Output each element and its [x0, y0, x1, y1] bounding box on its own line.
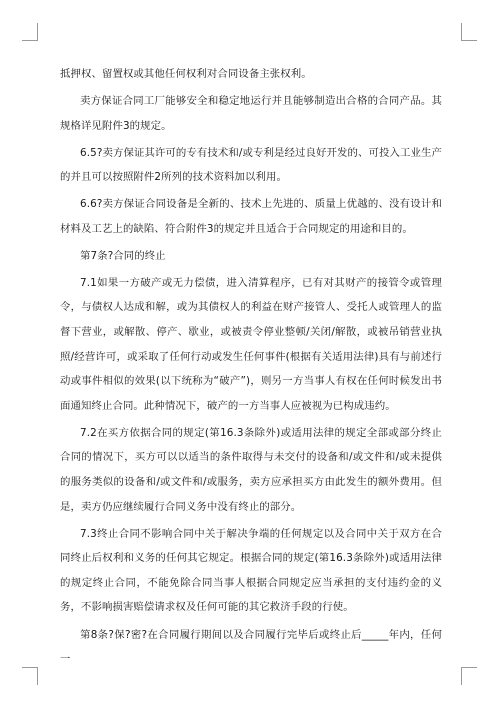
crop-mark-top-left-v: [37, 23, 38, 41]
crop-mark-bottom-left-h: [22, 667, 38, 668]
paragraph-plant-guarantee: 卖方保证合同工厂能够安全和稳定地运行并且能够制造出合格的合同产品。其规格详见附件3的规定。: [60, 95, 442, 132]
crop-mark-bottom-right-v: [461, 667, 462, 685]
crop-mark-top-right-v: [461, 23, 462, 41]
paragraph-article-8: 第8条?保?密?在合同履行期间以及合同履行完毕后或终止后_____年内，任何一: [60, 628, 442, 666]
paragraph-7-2: 7.2在买方依据合同的规定(第16.3条除外)或适用法律的规定全部或部分终止合同的情况下，买方可以以适当的条件取得与未交付的设备和/或文件和/或未提供的服务类似的设备和/或文件和/或服务，卖方应承担买方由此发生的额外费用。但是，卖方仍应继续履行合同义务中没有终止的部分。: [60, 426, 442, 513]
crop-mark-bottom-left-v: [37, 667, 38, 685]
document-body: [60, 62, 442, 674]
crop-mark-bottom-right-h: [461, 667, 477, 668]
crop-mark-top-right-h: [461, 40, 477, 41]
section-heading-article-7: 第7条?合同的终止: [80, 250, 166, 263]
crop-mark-top-left-h: [22, 40, 38, 41]
paragraph-7-1: 7.1如果一方破产或无力偿债，进入清算程序，已有对其财产的接管令或管理令，与债权人达成和解，或为其债权人的利益在财产接管人、受托人或管理人的监督下营业，或解散、停产、歇业，或被责令停业整顿/关闭/解散，或被吊销营业执照/经营许可，或采取了任何行动或发生任何事件(根据有关适用法律)具有与前述行动或事件相似的效果(以下统称为“破产”)，则另一方当事人有权在任何时候发出书面通知终止合同。此种情况下，破产的一方当事人应被视为已构成违约。: [60, 276, 442, 412]
paragraph-lien-rights: 抵押权、留置权或其他任何权利对合同设备主张权利。: [60, 68, 312, 80]
paragraph-6-6: 6.6?卖方保证合同设备是全新的、技术上先进的、质量上优越的、没有设计和材料及工艺上的缺陷、符合附件3的规定并且适合于合同规定的用途和目的。: [60, 198, 442, 236]
paragraph-6-5: 6.5?卖方保证其许可的专有技术和/或专利是经过良好开发的、可投入工业生产的并且可以按照附件2所列的技术资料加以利用。: [60, 146, 442, 184]
paragraph-7-3: 7.3终止合同不影响合同中关于解决争端的任何规定以及合同中关于双方在合同终止后权利和义务的任何其它规定。根据合同的规定(第16.3条除外)或适用法律的规定终止合同，不能免除合同当事人根据合同规定应当承担的支付违约金的义务，不影响损害赔偿请求权及任何可能的其它救济手段的行使。: [60, 527, 442, 614]
